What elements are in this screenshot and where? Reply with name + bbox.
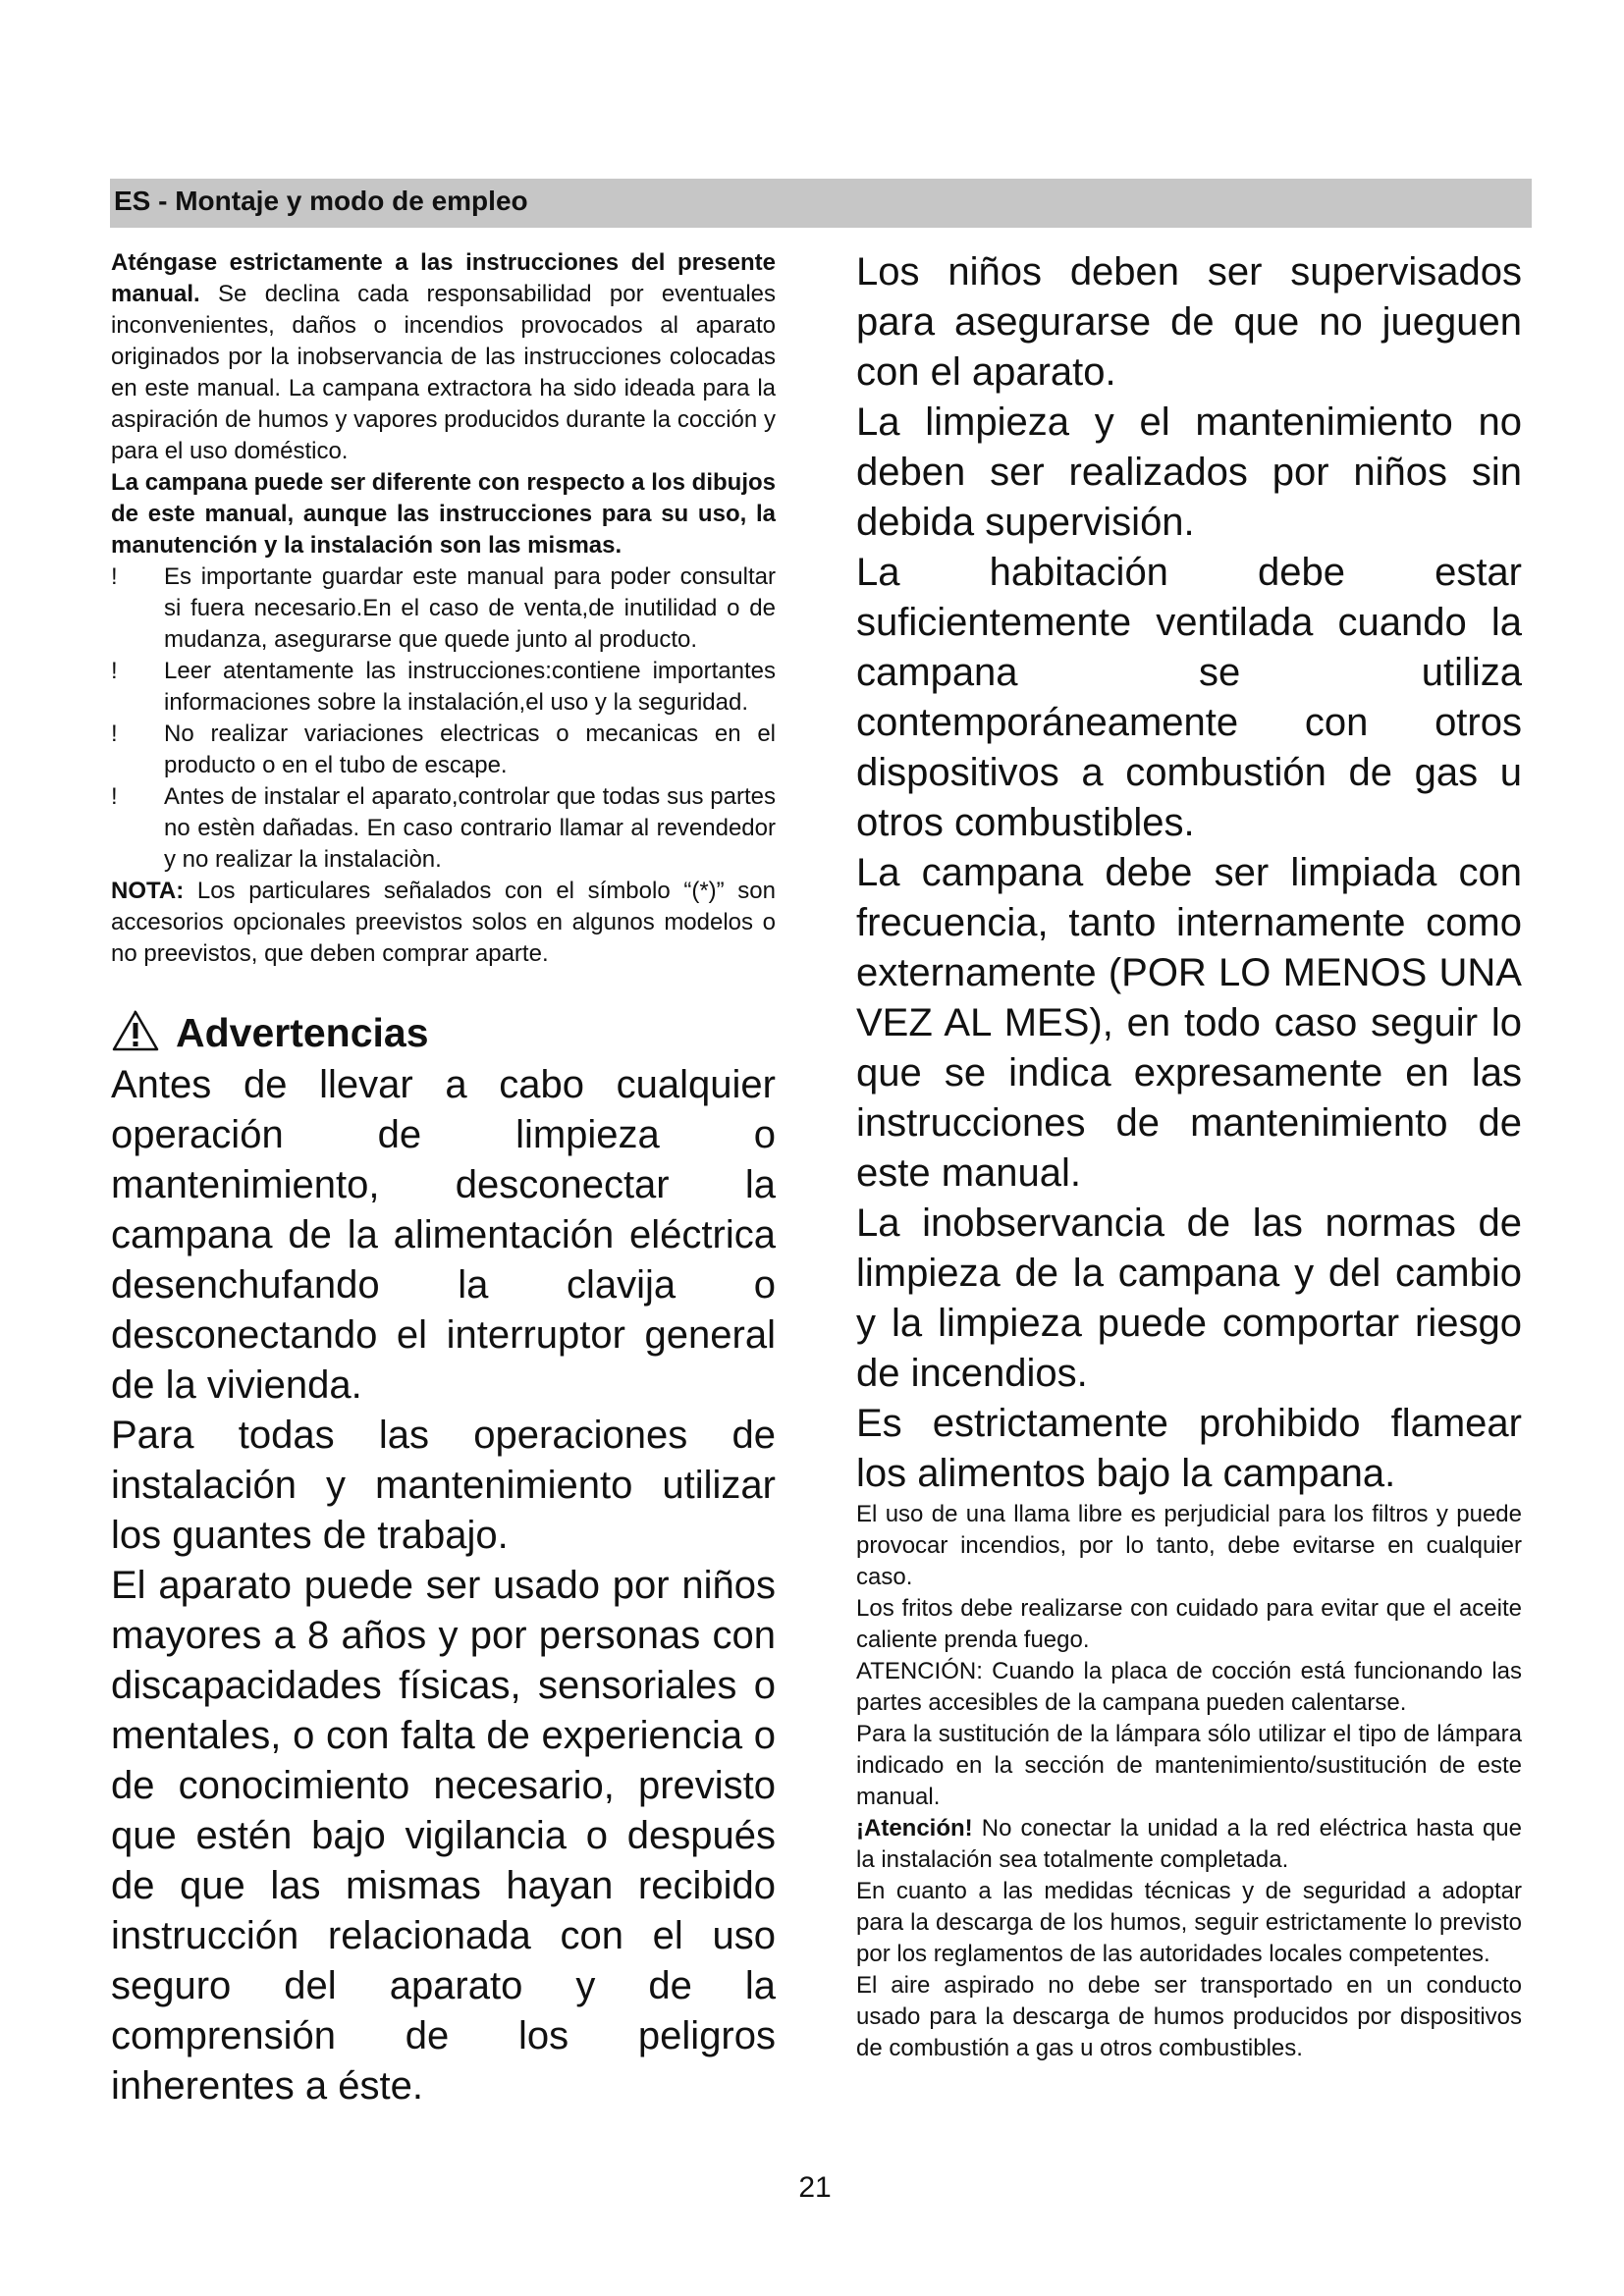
warning-paragraph: Antes de llevar a cabo cualquier operación de limpieza o mantenimiento, desconectar la campana de la alimentación eléctrica desenchufando la clavija o desconectando el interruptor general de la vivienda. bbox=[111, 1063, 776, 1407]
note-paragraph: Los fritos debe realizarse con cuidado para evitar que el aceite caliente prenda fuego. bbox=[856, 1595, 1522, 1653]
safety-paragraph: Es estrictamente prohibido flamear los alimentos bajo la campana. bbox=[856, 1402, 1522, 1495]
warning-paragraph: Para todas las operaciones de instalación y mantenimiento utilizar los guantes de trabajo. bbox=[111, 1414, 776, 1557]
page-number: 21 bbox=[798, 2171, 832, 2204]
atencion-label: ¡Atención! bbox=[856, 1815, 973, 1842]
intro-paragraph bbox=[111, 247, 776, 467]
note-paragraph: En cuanto a las medidas técnicas y de seguridad a adoptar para la descarga de los humos, seguir estrictamente lo previsto por los reglamentos de las autoridades locales competentes. bbox=[856, 1878, 1522, 1967]
warnings-title: Advertencias bbox=[176, 1010, 429, 1055]
safety-paragraph: La campana debe ser limpiada con frecuencia, tanto internamente como externamente (POR LO MENOS UNA VEZ AL MES), en todo caso seguir lo que se indica expresamente en las instrucciones de mantenimiento de este manual. bbox=[856, 851, 1522, 1195]
bullet-item: ! Es importante guardar este manual para poder consultar si fuera necesario.En el caso de venta,de inutilidad o de mudanza, asegurarse que quede junto al producto. bbox=[111, 563, 776, 653]
nota-paragraph bbox=[111, 876, 776, 970]
exclamation-icon: ! bbox=[111, 721, 118, 747]
note-paragraph: ATENCIÓN: Cuando la placa de cocción está funcionando las partes accesibles de la campana pueden calentarse. bbox=[856, 1658, 1522, 1716]
bullet-item: ! No realizar variaciones electricas o mecanicas en el producto o en el tubo de escape. bbox=[111, 721, 776, 778]
section-header-title: ES - Montaje y modo de empleo bbox=[114, 186, 528, 216]
right-column bbox=[856, 247, 1522, 2064]
safety-paragraph: Los niños deben ser supervisados para asegurarse de que no jueguen con el aparato. bbox=[856, 250, 1522, 394]
warnings-heading bbox=[111, 1005, 776, 1060]
atencion-text: No conectar la unidad a la red eléctrica hasta que la instalación sea totalmente completada. bbox=[856, 1815, 1522, 1873]
note-paragraph: El aire aspirado no debe ser transportado en un conducto usado para la descarga de humos producidos por dispositivos de combustión a gas u otros combustibles. bbox=[856, 1972, 1522, 2061]
atencion-paragraph bbox=[856, 1813, 1522, 1876]
warning-paragraph: El aparato puede ser usado por niños mayores a 8 años y por personas con discapacidades físicas, sensoriales o mentales, o con falta de experiencia o de conocimiento necesario, previsto que estén bajo vigilancia o después de que las mismas hayan recibido instrucción relacionada con el uso seguro del aparato y de la comprensión de los peligros inherentes a éste. bbox=[111, 1564, 776, 2108]
safety-paragraph: La inobservancia de las normas de limpieza de la campana y del cambio y la limpieza puede comportar riesgo de incendios. bbox=[856, 1201, 1522, 1395]
note-paragraph: Para la sustitución de la lámpara sólo utilizar el tipo de lámpara indicado en la sección de mantenimiento/sustitución de este manual. bbox=[856, 1721, 1522, 1810]
exclamation-icon: ! bbox=[111, 658, 118, 684]
safety-paragraph: La habitación debe estar suficientemente ventilada cuando la campana se utiliza contemporáneamente con otros dispositivos a combustión de gas u otros combustibles. bbox=[856, 551, 1522, 844]
safety-paragraph: La limpieza y el mantenimiento no deben ser realizados por niños sin debida supervisión. bbox=[856, 400, 1522, 544]
left-column bbox=[111, 247, 776, 2111]
exclamation-icon: ! bbox=[111, 783, 118, 810]
intro-bold-paragraph: La campana puede ser diferente con respecto a los dibujos de este manual, aunque las instrucciones para su uso, la manutención y la instalación son las mismas. bbox=[111, 469, 776, 559]
section-header bbox=[110, 179, 1532, 228]
intro-text: Se declina cada responsabilidad por eventuales inconvenientes, daños o incendios provocados al aparato originados por la inobservancia de las instrucciones colocadas en este manual. La campana extractora ha sido ideada para la aspiración de humos y vapores producidos durante la cocción y para el uso doméstico. bbox=[111, 281, 776, 464]
intro-bold-lead: Aténgase estrictamente a las instrucciones del presente manual. bbox=[111, 249, 776, 307]
exclamation-icon: ! bbox=[111, 563, 118, 590]
nota-label: NOTA: bbox=[111, 878, 185, 904]
bullet-item: ! Antes de instalar el aparato,controlar que todas sus partes no estèn dañadas. En caso contrario llamar al revendedor y no realizar la instalaciòn. bbox=[111, 783, 776, 873]
bullet-item: ! Leer atentamente las instrucciones:contiene importantes informaciones sobre la instalación,el uso y la seguridad. bbox=[111, 658, 776, 716]
warning-triangle-icon bbox=[111, 1009, 160, 1052]
nota-text: Los particulares señalados con el símbolo “(*)” son accesorios opcionales preevistos solos en algunos modelos o no preevistos, que deben comprar aparte. bbox=[111, 878, 776, 967]
note-paragraph: El uso de una llama libre es perjudicial para los filtros y puede provocar incendios, por lo tanto, debe evitarse en cualquier caso. bbox=[856, 1501, 1522, 1590]
